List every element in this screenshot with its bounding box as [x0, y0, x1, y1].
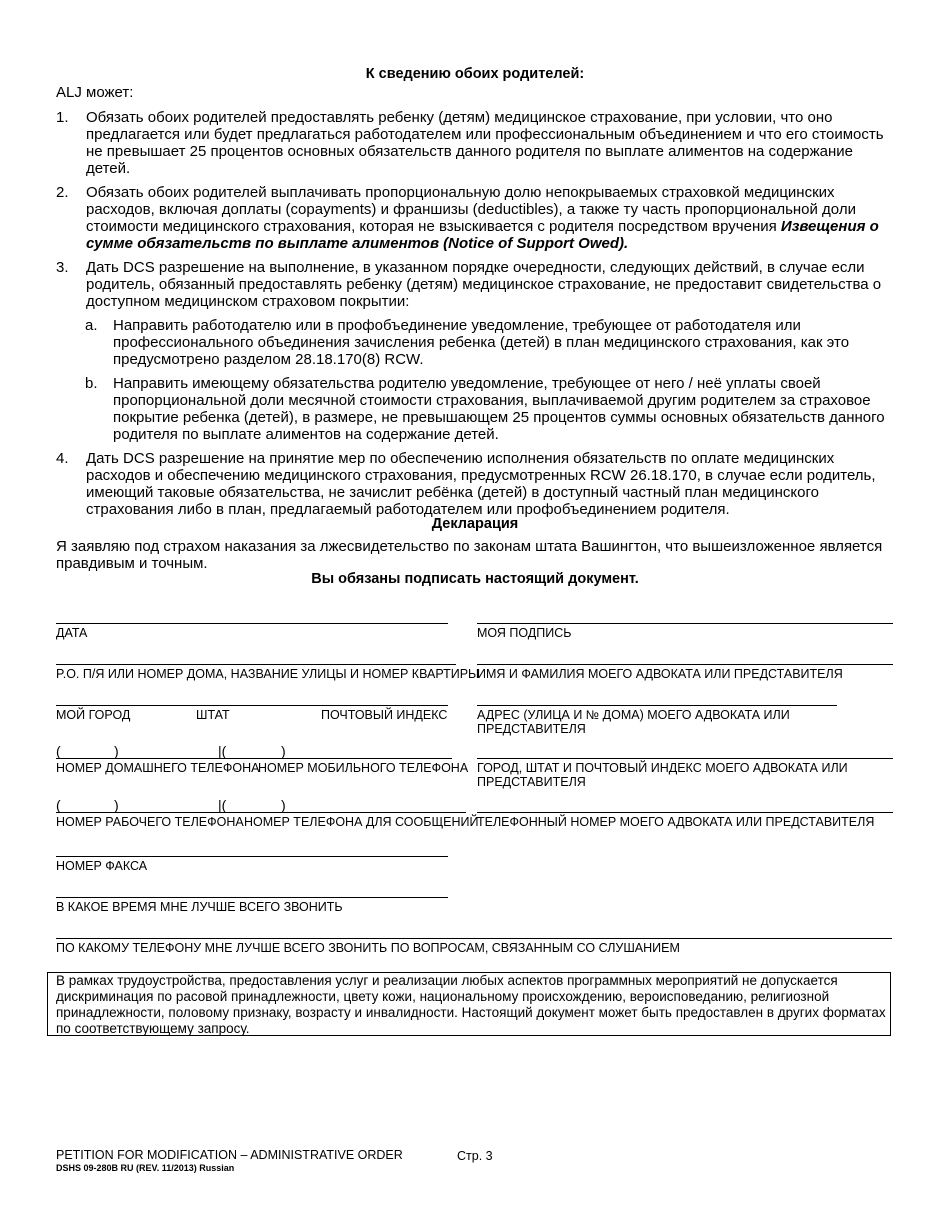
address-field[interactable] — [56, 664, 480, 681]
area-code-close: ) — [281, 797, 286, 813]
area-code-close: ) — [114, 743, 119, 759]
list-item-2 — [56, 184, 896, 252]
attorney-address-field[interactable] — [477, 705, 837, 736]
item-number: 2. — [56, 184, 69, 201]
item-text: Дать DCS разрешение на принятие мер по обеспечению исполнения обязательств по оплате медицинских расходов и обеспечению медицинского страхования, предусмотренных RCW 26.18.170, в случае если родитель, имеющий таковые обязательства, не зачислит ребёнка (детей) в доступный частный план медицинского страхования либо в план, предлагаемый работодателем или профобъединением родителя. — [86, 450, 876, 518]
best-phone-label: ПО КАКОМУ ТЕЛЕФОНУ МНЕ ЛУЧШЕ ВСЕГО ЗВОНИТЬ ПО ВОПРОСАМ, СВЯЗАННЫМ СО СЛУШАНИЕМ — [56, 941, 680, 955]
item-number: 3. — [56, 259, 69, 276]
page-number: Стр. 3 — [457, 1149, 493, 1163]
attorney-phone-label: ТЕЛЕФОННЫЙ НОМЕР МОЕГО АДВОКАТА ИЛИ ПРЕДСТАВИТЕЛЯ — [477, 815, 875, 829]
fax-label: НОМЕР ФАКСА — [56, 859, 148, 873]
area-code-open: ( — [56, 743, 61, 759]
area-code-separator: |( — [218, 743, 227, 759]
attorney-city-label: ГОРОД, ШТАТ И ПОЧТОВЫЙ ИНДЕКС МОЕГО АДВОКАТА ИЛИ ПРЕДСТАВИТЕЛЯ — [477, 761, 848, 789]
item-text: Обязать обоих родителей предоставлять ребенку (детям) медицинское страхование, при условии, что оно предлагается или будет предлагаться работодателем или профессиональным объединением и что его стоимость не превышает 25 процентов основных обязательств данного родителя по выплате алиментов на содержание детей. — [86, 109, 884, 177]
sub-item-a — [56, 317, 896, 368]
work-message-phone-field[interactable] — [56, 812, 479, 831]
sub-item-text: Направить имеющему обязательства родителю уведомление, требующее от него / неё уплаты своей пропорциональной доли месячной стоимости страхования, выплачиваемой другим родителем за страховое покрытие ребенка (детей), в размере, не превышающем 25 процентов суммы основных обязательств данного родителя по выплате алиментов на содержание детей. — [113, 375, 885, 443]
nondiscrimination-notice — [47, 972, 891, 1036]
intro-text: ALJ может: — [56, 84, 134, 101]
notice-of-support-owed: Извещения о сумме обязательств по выплате алиментов (Notice of Support Owed). — [86, 218, 879, 252]
sub-item-letter: a. — [85, 317, 98, 334]
attorney-name-label: ИМЯ И ФАМИЛИЯ МОЕГО АДВОКАТА ИЛИ ПРЕДСТАВИТЕЛЯ — [477, 667, 843, 681]
item-number: 1. — [56, 109, 69, 126]
home-phone-label: НОМЕР ДОМАШНЕГО ТЕЛЕФОНА — [56, 761, 260, 775]
must-sign-notice: Вы обязаны подписать настоящий документ. — [311, 571, 639, 587]
city-state-zip-field[interactable] — [56, 705, 448, 724]
my-signature-label: МОЯ ПОДПИСЬ — [477, 626, 572, 640]
home-mobile-phone-field[interactable] — [56, 758, 469, 777]
area-code-close: ) — [114, 797, 119, 813]
list-item-3 — [56, 259, 896, 310]
fax-field[interactable] — [56, 856, 448, 873]
best-time-field[interactable] — [56, 897, 448, 914]
item-text: Обязать обоих родителей выплачивать пропорциональную долю непокрываемых страховкой медицинских расходов, включая доплаты (copayments) и франшизы (deductibles), а также ту часть пропорциональной доли стоимости медицинского страхования, которая не взыскивается с родителя посредством вручения — [86, 184, 856, 235]
attorney-city-field[interactable] — [477, 758, 893, 789]
date-field[interactable] — [56, 623, 448, 640]
area-code-separator: |( — [218, 797, 227, 813]
page-title: К сведению обоих родителей: — [365, 66, 585, 82]
list-item-1 — [56, 109, 896, 177]
my-city-label: МОЙ ГОРОД — [56, 708, 131, 722]
best-phone-field[interactable] — [56, 938, 892, 955]
sub-item-letter: b. — [85, 375, 98, 392]
footer-form-title: PETITION FOR MODIFICATION – ADMINISTRATIVE ORDER — [56, 1148, 403, 1162]
area-code-open: ( — [56, 797, 61, 813]
attorney-phone-field[interactable] — [477, 812, 893, 829]
attorney-address-label: АДРЕС (УЛИЦА И № ДОМА) МОЕГО АДВОКАТА ИЛИ ПРЕДСТАВИТЕЛЯ — [477, 708, 790, 736]
form-code: DSHS 09-280B RU (REV. 11/2013) Russian — [56, 1163, 235, 1173]
attorney-name-field[interactable] — [477, 664, 893, 681]
work-phone-label: НОМЕР РАБОЧЕГО ТЕЛЕФОНА — [56, 815, 244, 829]
numbered-list — [56, 109, 896, 525]
declaration-title: Декларация — [431, 516, 519, 532]
zip-label: ПОЧТОВЫЙ ИНДЕКС — [321, 708, 448, 722]
item-number: 4. — [56, 450, 69, 467]
declaration-text: Я заявляю под страхом наказания за лжесвидетельство по законам штата Вашингтон, что вышеизложенное является правдивым и точным. — [56, 538, 883, 572]
message-phone-label: НОМЕР ТЕЛЕФОНА ДЛЯ СООБЩЕНИЙ — [244, 815, 479, 829]
notice-text: В рамках трудоустройства, предоставления услуг и реализации любых аспектов программных мероприятий не допускается дискриминация по расовой принадлежности, цвету кожи, национальному происхождению, вероисповеданию, религиозной принадлежности, половому признаку, возрасту и инвалидности. Настоящий документ может быть предоставлен в других форматах по соответствующему запросу. — [56, 973, 886, 1036]
date-label: ДАТА — [56, 626, 88, 640]
address-label: P.O. П/Я ИЛИ НОМЕР ДОМА, НАЗВАНИЕ УЛИЦЫ И НОМЕР КВАРТИРЫ — [56, 667, 480, 681]
sub-item-text: Направить работодателю или в профобъединение уведомление, требующее от работодателя или профессионального объединения зачисления ребенка (детей) в план медицинского страхования, как это предусмотрено разделом 28.18.170(8) RCW. — [113, 317, 850, 368]
list-item-4 — [56, 450, 896, 518]
state-label: ШТАТ — [196, 708, 230, 722]
sub-item-b — [56, 375, 896, 443]
item-text: Дать DCS разрешение на выполнение, в указанном порядке очередности, следующих действий, в случае если родитель, обязанный предоставлять ребенку (детям) медицинское страхование, не предоставит свидетельства о доступном медицинском страховом покрытии: — [86, 259, 882, 310]
mobile-phone-label: НОМЕР МОБИЛЬНОГО ТЕЛЕФОНА — [258, 761, 469, 775]
area-code-close: ) — [281, 743, 286, 759]
signature-field[interactable] — [477, 623, 893, 640]
best-time-label: В КАКОЕ ВРЕМЯ МНЕ ЛУЧШЕ ВСЕГО ЗВОНИТЬ — [56, 900, 343, 914]
